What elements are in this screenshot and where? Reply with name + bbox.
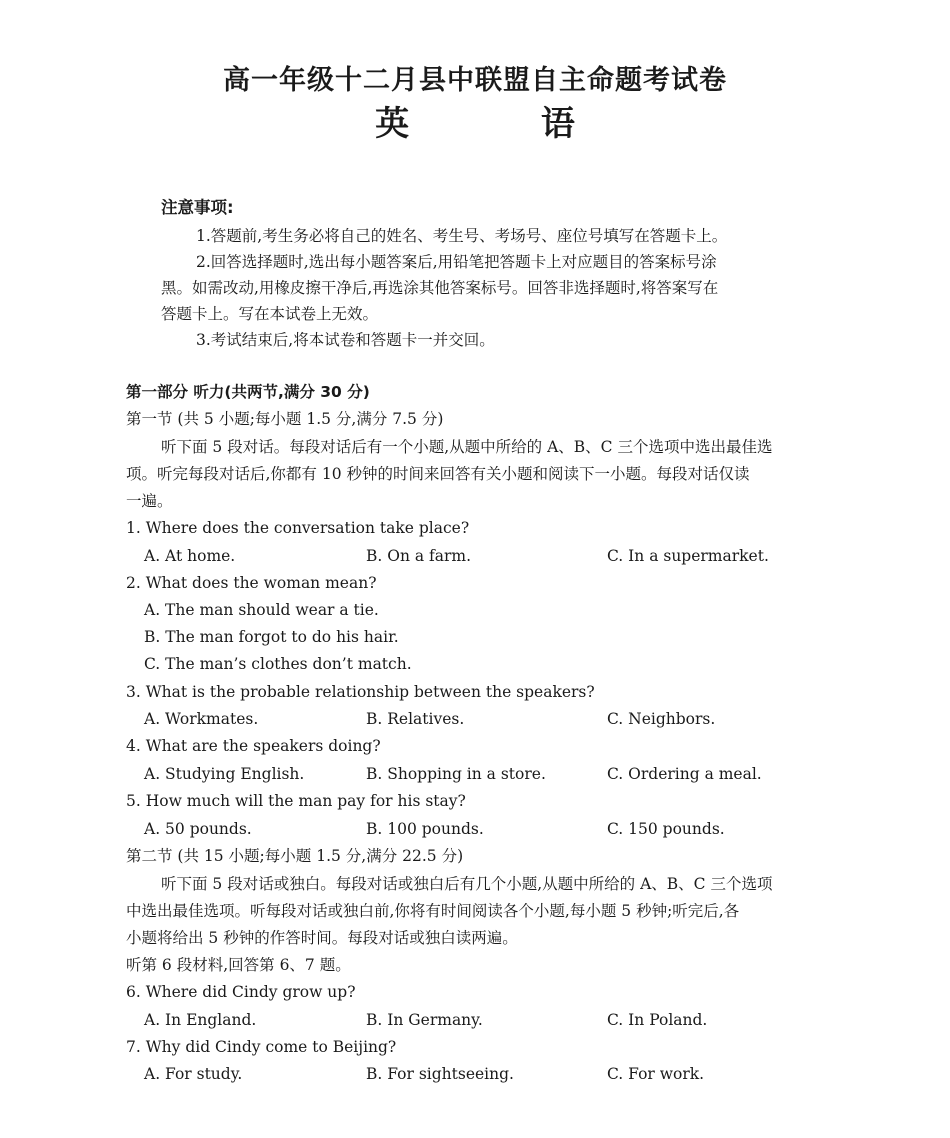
question-7-stem: 7. Why did Cindy come to Beijing? xyxy=(126,1038,397,1056)
question-4-option-c: C. Ordering a meal. xyxy=(607,765,762,783)
section2-instructions-b: 中选出最佳选项。听每段对话或独白前,你将有时间阅读各个小题,每小题 5 秒钟;听完后,各 xyxy=(126,902,740,920)
question-4-stem: 4. What are the speakers doing? xyxy=(126,737,381,755)
part1-heading: 第一部分 听力(共两节,满分 30 分) xyxy=(126,383,370,401)
question-1-option-b: B. On a farm. xyxy=(366,547,472,565)
question-2-option-b: B. The man forgot to do his hair. xyxy=(144,628,399,646)
notice-line-2a: 2.回答选择题时,选出每小题答案后,用铅笔把答题卡上对应题目的答案标号涂 xyxy=(196,253,717,271)
question-1-option-a: A. At home. xyxy=(144,547,236,565)
question-5-stem: 5. How much will the man pay for his stay? xyxy=(126,792,466,810)
question-3-stem: 3. What is the probable relationship between the speakers? xyxy=(126,683,595,701)
question-6-option-b: B. In Germany. xyxy=(366,1011,483,1029)
question-7-option-b: B. For sightseeing. xyxy=(366,1065,514,1083)
question-2-stem: 2. What does the woman mean? xyxy=(126,574,377,592)
question-6-option-a: A. In England. xyxy=(144,1011,257,1029)
notice-heading: 注意事项: xyxy=(161,198,234,217)
question-5-option-b: B. 100 pounds. xyxy=(366,820,484,838)
question-2-option-c: C. The man’s clothes don’t match. xyxy=(144,655,412,673)
question-3-option-c: C. Neighbors. xyxy=(607,710,716,728)
question-6-option-c: C. In Poland. xyxy=(607,1011,708,1029)
question-2-option-a: A. The man should wear a tie. xyxy=(144,601,379,619)
section1-heading: 第一节 (共 5 小题;每小题 1.5 分,满分 7.5 分) xyxy=(126,410,444,428)
question-1-stem: 1. Where does the conversation take place? xyxy=(126,519,470,537)
question-3-option-b: B. Relatives. xyxy=(366,710,465,728)
question-6-stem: 6. Where did Cindy grow up? xyxy=(126,983,356,1001)
notice-line-3: 3.考试结束后,将本试卷和答题卡一并交回。 xyxy=(196,331,495,349)
material-6-note: 听第 6 段材料,回答第 6、7 题。 xyxy=(126,956,351,974)
section1-instructions-b: 项。听完每段对话后,你都有 10 秒钟的时间来回答有关小题和阅读下一小题。每段对话仅读 xyxy=(126,465,750,483)
section2-instructions-a: 听下面 5 段对话或独白。每段对话或独白后有几个小题,从题中所给的 A、B、C 三个选项 xyxy=(161,875,773,893)
exam-title: 高一年级十二月县中联盟自主命题考试卷 xyxy=(223,65,727,96)
subject-title: 英 语 xyxy=(375,104,635,144)
question-3-option-a: A. Workmates. xyxy=(144,710,259,728)
notice-line-1: 1.答题前,考生务必将自己的姓名、考生号、考场号、座位号填写在答题卡上。 xyxy=(196,227,728,245)
notice-line-2b: 黑。如需改动,用橡皮擦干净后,再选涂其他答案标号。回答非选择题时,将答案写在 xyxy=(161,279,719,297)
question-1-option-c: C. In a supermarket. xyxy=(607,547,769,565)
question-5-option-c: C. 150 pounds. xyxy=(607,820,725,838)
question-4-option-a: A. Studying English. xyxy=(144,765,305,783)
section1-instructions-c: 一遍。 xyxy=(126,492,173,510)
question-7-option-c: C. For work. xyxy=(607,1065,705,1083)
section1-instructions-a: 听下面 5 段对话。每段对话后有一个小题,从题中所给的 A、B、C 三个选项中选出最佳选 xyxy=(161,438,773,456)
question-7-option-a: A. For study. xyxy=(144,1065,243,1083)
question-4-option-b: B. Shopping in a store. xyxy=(366,765,546,783)
notice-line-2c: 答题卡上。写在本试卷上无效。 xyxy=(161,305,379,323)
question-5-option-a: A. 50 pounds. xyxy=(144,820,252,838)
section2-heading: 第二节 (共 15 小题;每小题 1.5 分,满分 22.5 分) xyxy=(126,847,464,865)
section2-instructions-c: 小题将给出 5 秒钟的作答时间。每段对话或独白读两遍。 xyxy=(126,929,518,947)
